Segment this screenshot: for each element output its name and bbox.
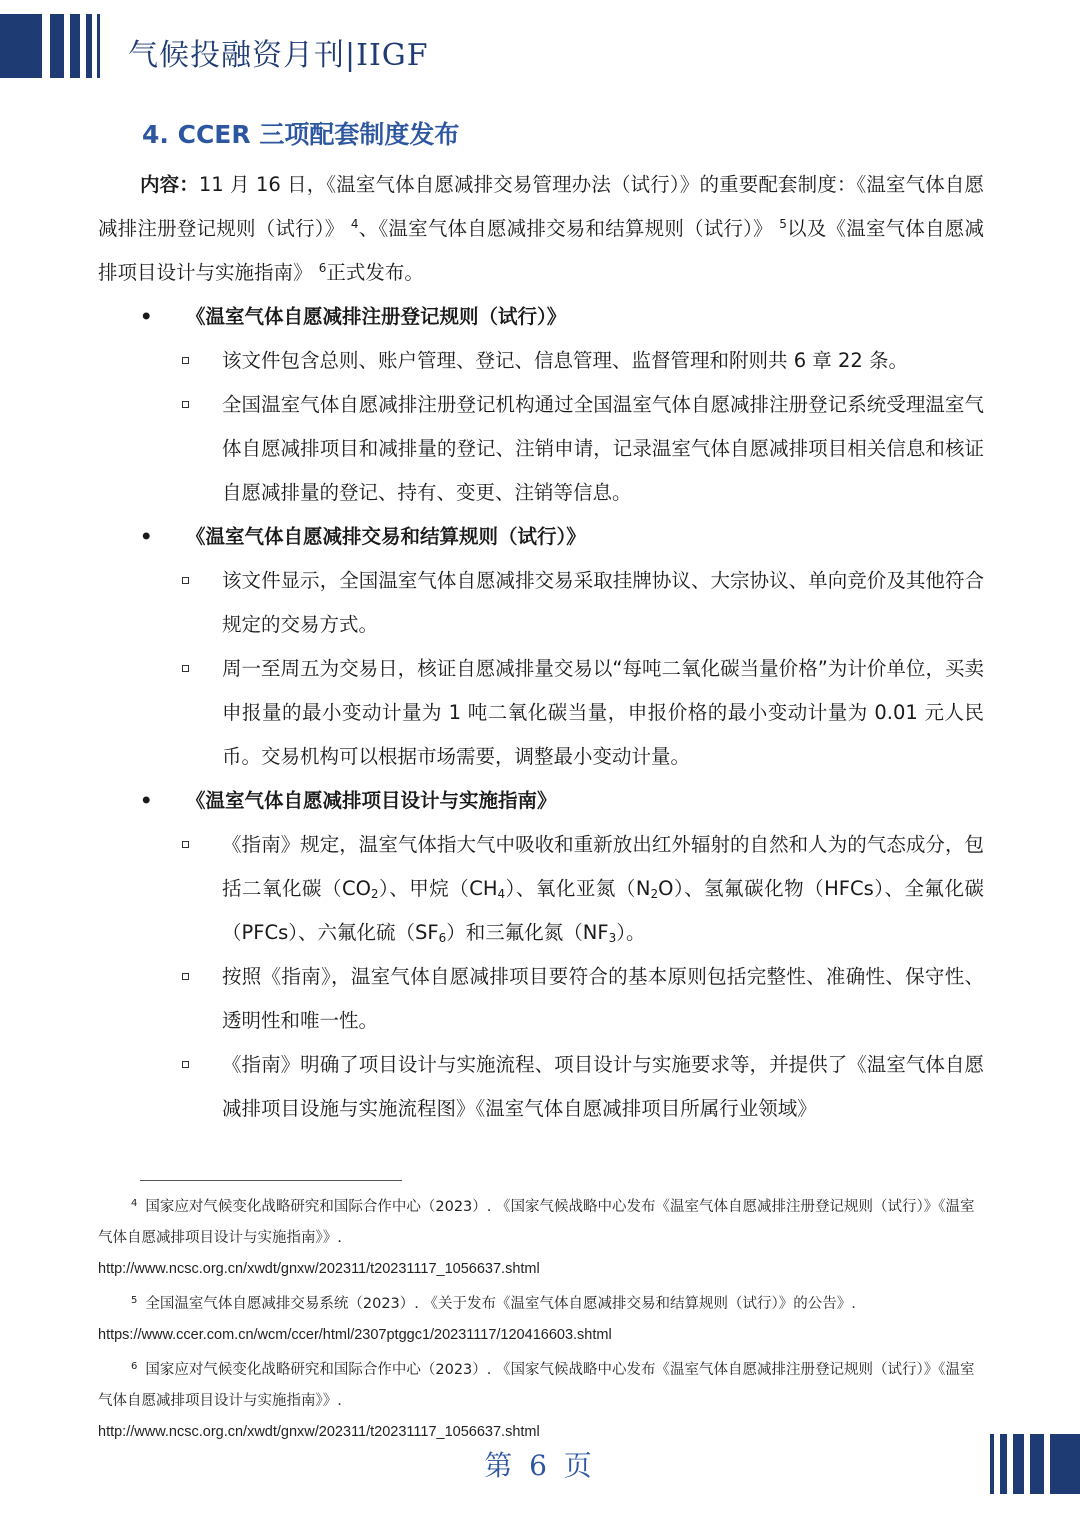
intro-lead: 内容： [140,173,199,196]
bullet-heading [98,779,984,823]
list-item [98,647,984,779]
subscript: 2 [650,887,659,901]
list-item [98,383,984,515]
list-item-text: 该文件包含总则、账户管理、登记、信息管理、监督管理和附则共 6 章 22 条。 [222,349,909,372]
square-bullet-icon [182,973,189,980]
page-number: 第 6 页 [484,1449,596,1482]
list-item [98,823,984,955]
subscript: 4 [497,887,506,901]
subscript: 3 [608,931,617,945]
subscript: 6 [438,931,447,945]
intro-text: 以及《温室气体自愿减排项目设计与实施指南》 [98,217,984,284]
footnote-ref[interactable]: 6 [318,261,327,275]
list-item [98,559,984,647]
list-item-text: ）、甲烷（CH [378,877,498,900]
footnote [98,1351,984,1417]
list-item-text: 全国温室气体自愿减排注册登记机构通过全国温室气体自愿减排注册登记系统受理温室气体自愿减排项目和减排量的登记、注销申请，记录温室气体自愿减排项目相关信息和核证自愿减排量的登记、持有、变更、注销等信息。 [222,393,984,504]
square-bullet-icon [182,841,189,848]
list-item [98,339,984,383]
bullet-heading [98,515,984,559]
bullet-dot-icon: • [140,525,153,548]
footnote [98,1188,984,1254]
section-title: 4. CCER 三项配套制度发布 [142,120,460,149]
footnote-link[interactable]: http://www.ncsc.org.cn/xwdt/gnxw/202311/t20231117_1056637.shtml [98,1424,540,1440]
square-bullet-icon [182,1061,189,1068]
footnote-number: 5 [131,1295,138,1306]
list-item-text: 《指南》规定，温室气体指大气中吸收和重新放出红外辐射的自然和人为的气态成分，包括二氧化碳（CO [222,833,984,900]
bullet-title: 《温室气体自愿减排项目设计与实施指南》 [186,789,557,812]
intro-text: 、《温室气体自愿减排交易和结算规则（试行）》 [358,217,773,240]
footnote [98,1285,984,1320]
header-title: 气候投融资月刊|IIGF [128,38,429,73]
footnote-link[interactable]: http://www.ncsc.org.cn/xwdt/gnxw/202311/t20231117_1056637.shtml [98,1261,540,1277]
footnote-number: 4 [131,1198,138,1209]
list-item-text: O）、氢氟碳化物（HFCs）、全氟化碳（PFCs）、六氟化硫（SF [222,877,984,944]
list-item-text: ）、氧化亚氮（N [505,877,651,900]
bullet-heading [98,295,984,339]
footnote-ref[interactable]: 4 [350,217,359,231]
bullet-dot-icon: • [140,789,153,812]
list-item [98,955,984,1043]
list-item-text: ）。 [616,921,646,944]
bullet-title: 《温室气体自愿减排交易和结算规则（试行）》 [186,525,586,548]
subscript: 2 [370,887,379,901]
list-item [98,1043,984,1131]
footnote-number: 6 [131,1361,138,1372]
footnote-text: 国家应对气候变化战略研究和国际合作中心（2023）. 《国家气候战略中心发布《温室气体自愿减排注册登记规则（试行）》《温室气体自愿减排项目设计与实施指南》》. [98,1362,975,1409]
footnote-text: 全国温室气体自愿减排交易系统（2023）. 《关于发布《温室气体自愿减排交易和结算规则（试行）》的公告》. [145,1296,856,1312]
intro-text: 正式发布。 [326,261,424,284]
main-content [98,163,984,1131]
square-bullet-icon [182,665,189,672]
footnote-divider [140,1180,402,1181]
footnotes [98,1188,984,1448]
square-bullet-icon [182,401,189,408]
list-item-text: 周一至周五为交易日，核证自愿减排量交易以“每吨二氧化碳当量价格”为计价单位，买卖申报量的最小变动计量为 1 吨二氧化碳当量，申报价格的最小变动计量为 0.01 元人民币。交易机构可以根据市场需要，调整最小变动计量。 [222,657,984,768]
bullet-dot-icon: • [140,305,153,328]
list-item-text: ）和三氟化氮（NF [446,921,609,944]
footnote-ref[interactable]: 5 [779,217,787,231]
list-item-text: 《指南》明确了项目设计与实施流程、项目设计与实施要求等，并提供了《温室气体自愿减排项目设施与实施流程图》《温室气体自愿减排项目所属行业领域》 [222,1053,984,1120]
intro-text: 11 月 16 日，《温室气体自愿减排交易管理办法（试行）》的重要配套制度：《温室气体自愿减排注册登记规则（试行）》 [98,173,984,240]
square-bullet-icon [182,357,189,364]
list-item-text: 按照《指南》，温室气体自愿减排项目要符合的基本原则包括完整性、准确性、保守性、透明性和唯一性。 [222,965,984,1032]
footnote-text: 国家应对气候变化战略研究和国际合作中心（2023）. 《国家气候战略中心发布《温室气体自愿减排注册登记规则（试行）》《温室气体自愿减排项目设计与实施指南》》. [98,1199,975,1246]
list-item-text: 该文件显示，全国温室气体自愿减排交易采取挂牌协议、大宗协议、单向竞价及其他符合规定的交易方式。 [222,569,984,636]
intro-paragraph [98,163,984,295]
footnote-link[interactable]: https://www.ccer.com.cn/wcm/ccer/html/2307ptggc1/20231117/120416603.shtml [98,1327,612,1343]
square-bullet-icon [182,577,189,584]
bullet-title: 《温室气体自愿减排注册登记规则（试行）》 [186,305,567,328]
